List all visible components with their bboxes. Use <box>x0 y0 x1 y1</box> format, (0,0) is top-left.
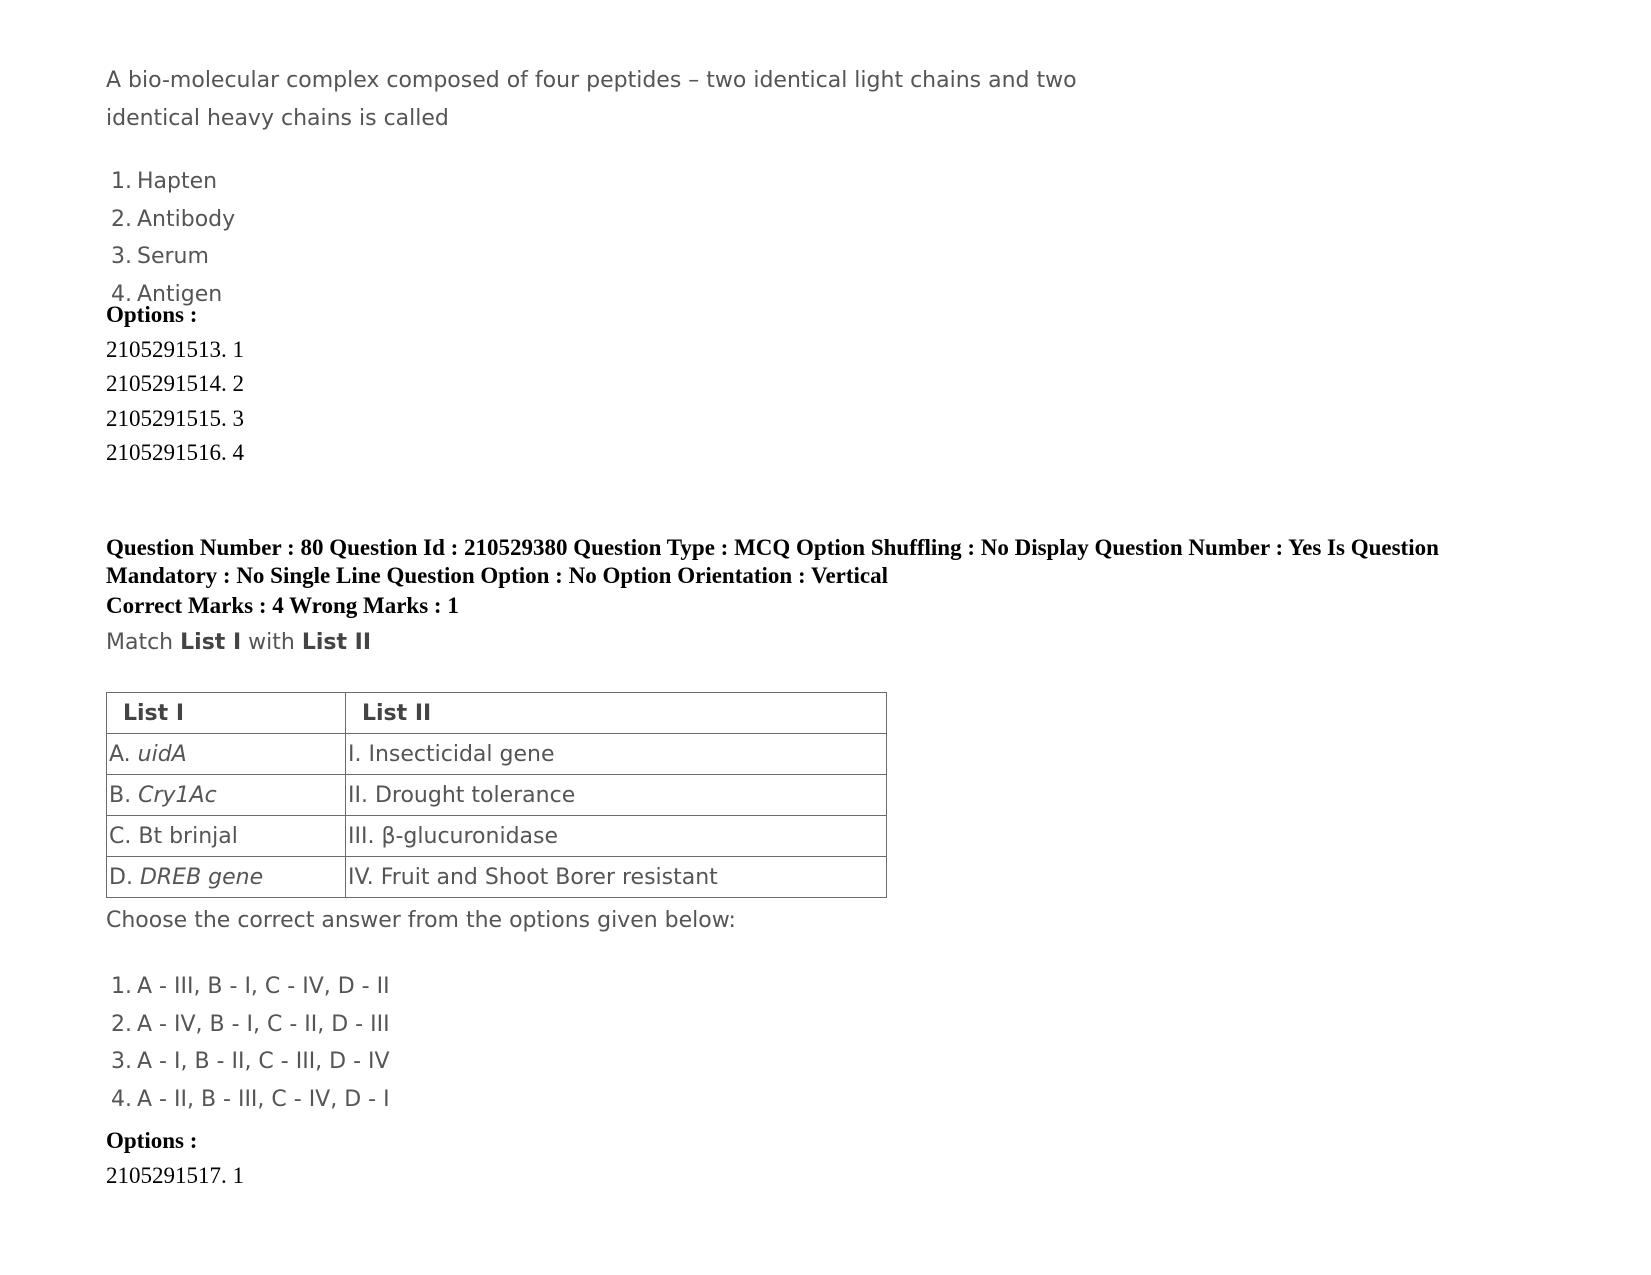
match-list1: List I <box>180 630 242 655</box>
choice-number: 1. <box>111 974 132 999</box>
choice-text: A - II, B - III, C - IV, D - I <box>137 1086 390 1112</box>
choice-text: Antigen <box>137 281 223 307</box>
match-prefix: Match <box>106 630 174 655</box>
item-name: DREB gene <box>139 864 264 890</box>
choice-number: 4. <box>111 1086 132 1112</box>
choice-number: 1. <box>111 169 132 194</box>
choice-text: Serum <box>137 244 209 269</box>
options-block <box>106 1124 244 1193</box>
question-choice-list <box>106 968 390 1118</box>
choice-number: 2. <box>111 206 132 232</box>
item-prefix: C. <box>109 823 132 849</box>
choice-text: A - IV, B - I, C - II, D - III <box>137 1011 390 1037</box>
choice-number: 3. <box>111 244 132 269</box>
match-instruction <box>106 630 371 655</box>
item-name: uidA <box>137 741 187 767</box>
table-cell: II. Drought tolerance <box>346 775 887 816</box>
option-item: 2105291513. 1 <box>106 336 244 362</box>
question-text-line: A bio-molecular complex composed of four peptides – two identical light chains and two <box>106 68 1077 93</box>
choice-item <box>106 1043 390 1081</box>
item-prefix: B. <box>109 782 132 808</box>
item-prefix: D. <box>109 864 133 890</box>
question-marks: Correct Marks : 4 Wrong Marks : 1 <box>106 593 459 618</box>
table-row <box>107 775 887 816</box>
table-cell <box>107 816 346 857</box>
choice-item <box>106 238 235 276</box>
table-cell <box>107 775 346 816</box>
choice-text: Antibody <box>137 206 236 232</box>
choice-number: 4. <box>111 281 132 307</box>
choose-instruction: Choose the correct answer from the options given below: <box>106 908 736 933</box>
table-cell <box>107 734 346 775</box>
question-text <box>106 62 1106 138</box>
choice-item <box>106 1081 390 1119</box>
options-block <box>106 298 244 471</box>
question-meta <box>106 534 1596 590</box>
option-item: 2105291514. 2 <box>106 371 244 396</box>
table-row <box>107 857 887 898</box>
table-row <box>107 734 887 775</box>
choice-item <box>106 1006 390 1044</box>
item-name: Cry1Ac <box>138 782 217 808</box>
table-cell: IV. Fruit and Shoot Borer resistant <box>346 857 887 898</box>
choice-number: 3. <box>111 1049 132 1074</box>
question-choice-list <box>106 163 235 313</box>
choice-number: 2. <box>111 1011 132 1037</box>
question-meta-line: Mandatory : No Single Line Question Option : No Option Orientation : Vertical <box>106 563 889 588</box>
table-header-cell: List I <box>107 693 346 734</box>
match-with: with <box>248 630 295 655</box>
question-meta-line: Question Number : 80 Question Id : 210529380 Question Type : MCQ Option Shuffling : No Display Question Number : Yes Is Question <box>106 535 1439 560</box>
table-header-row <box>107 693 887 734</box>
choice-item <box>106 968 390 1006</box>
match-table <box>106 692 887 898</box>
choice-text: A - I, B - II, C - III, D - IV <box>137 1049 390 1074</box>
table-cell: III. β-glucuronidase <box>346 816 887 857</box>
option-item: 2105291517. 1 <box>106 1162 244 1188</box>
match-list2: List II <box>301 630 372 655</box>
choice-item <box>106 163 235 201</box>
table-row <box>107 816 887 857</box>
choice-text: Hapten <box>137 169 218 194</box>
item-prefix: A. <box>109 741 131 767</box>
options-label: Options : <box>106 302 198 327</box>
table-cell <box>107 857 346 898</box>
question-text-line: identical heavy chains is called <box>106 106 449 131</box>
option-item: 2105291515. 3 <box>106 405 244 431</box>
option-item: 2105291516. 4 <box>106 440 244 465</box>
table-cell: I. Insecticidal gene <box>346 734 887 775</box>
table-header-cell: List II <box>346 693 887 734</box>
item-name: Bt brinjal <box>138 823 238 849</box>
options-label: Options : <box>106 1128 198 1153</box>
choice-item <box>106 201 235 239</box>
choice-text: A - III, B - I, C - IV, D - II <box>137 974 390 999</box>
